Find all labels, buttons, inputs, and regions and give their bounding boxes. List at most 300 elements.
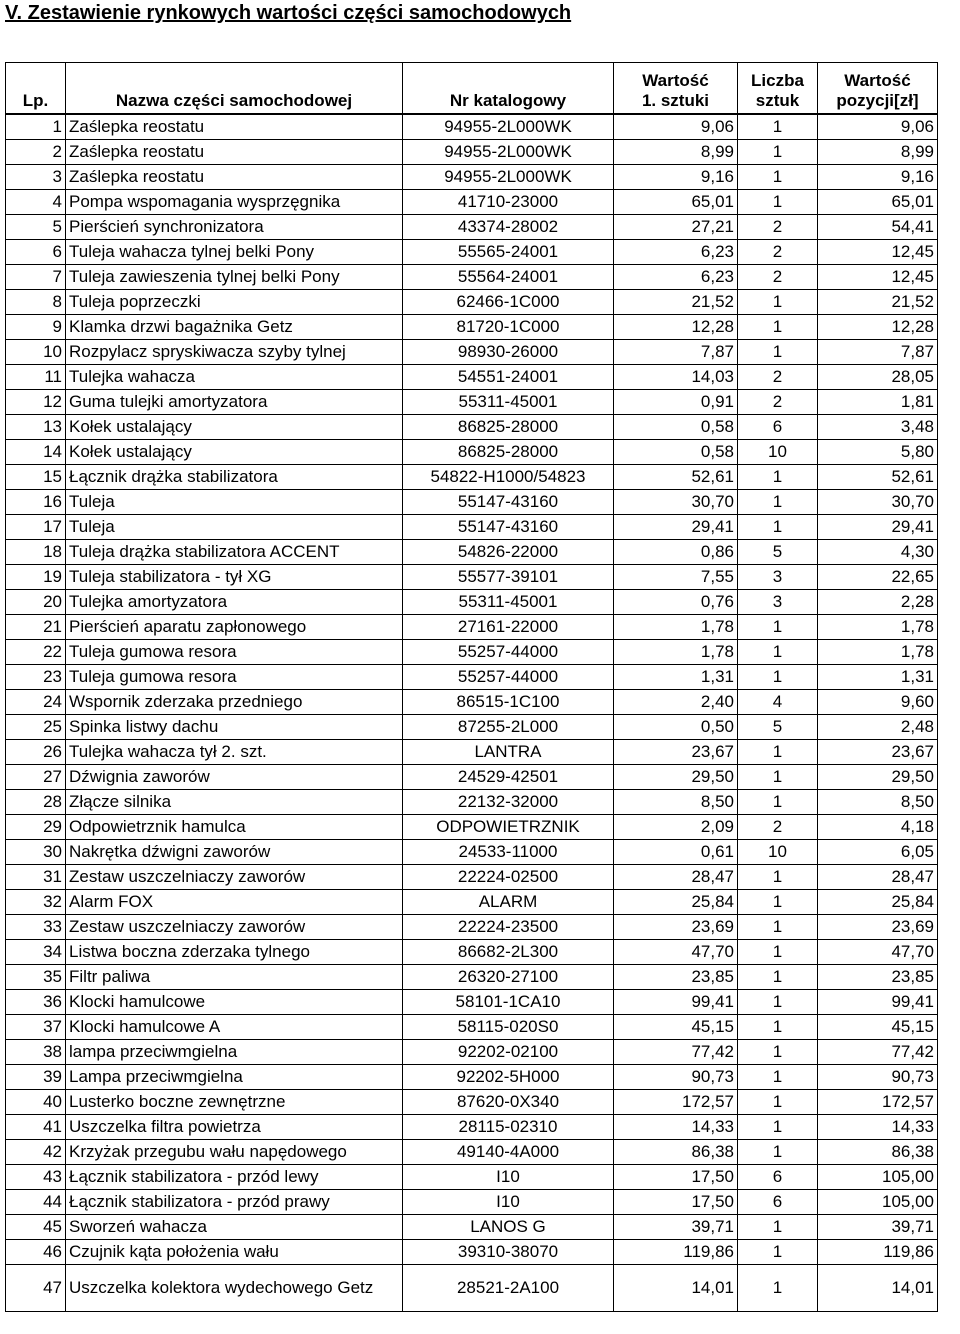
cell-part-name: Lusterko boczne zewnętrzne	[66, 1090, 403, 1115]
cell-catalog-number: 49140-4A000	[403, 1140, 614, 1165]
table-row	[6, 740, 938, 765]
cell-lp: 35	[6, 965, 66, 990]
cell-unit-value: 39,71	[614, 1215, 738, 1240]
cell-part-name: Tuleja	[66, 515, 403, 540]
table-row	[6, 790, 938, 815]
cell-lp: 3	[6, 165, 66, 190]
cell-quantity: 1	[738, 615, 818, 640]
cell-lp: 27	[6, 765, 66, 790]
table-row	[6, 615, 938, 640]
cell-position-value: 14,33	[818, 1115, 938, 1140]
cell-lp: 13	[6, 415, 66, 440]
cell-unit-value: 1,31	[614, 665, 738, 690]
table-row	[6, 1065, 938, 1090]
cell-lp: 47	[6, 1265, 66, 1312]
table-header	[6, 63, 938, 115]
cell-unit-value: 8,99	[614, 140, 738, 165]
table-row	[6, 1140, 938, 1165]
cell-catalog-number: 43374-28002	[403, 215, 614, 240]
cell-unit-value: 14,03	[614, 365, 738, 390]
cell-catalog-number: 55565-24001	[403, 240, 614, 265]
cell-unit-value: 1,78	[614, 615, 738, 640]
cell-position-value: 12,45	[818, 240, 938, 265]
cell-catalog-number: 58101-1CA10	[403, 990, 614, 1015]
cell-catalog-number: 24533-11000	[403, 840, 614, 865]
cell-part-name: Tulejka wahacza	[66, 365, 403, 390]
cell-lp: 10	[6, 340, 66, 365]
cell-position-value: 172,57	[818, 1090, 938, 1115]
cell-catalog-number: LANOS G	[403, 1215, 614, 1240]
cell-catalog-number: 55311-45001	[403, 590, 614, 615]
cell-position-value: 77,42	[818, 1040, 938, 1065]
cell-catalog-number: 86825-28000	[403, 415, 614, 440]
cell-quantity: 1	[738, 965, 818, 990]
cell-quantity: 1	[738, 865, 818, 890]
cell-lp: 15	[6, 465, 66, 490]
header-quantity: Liczba sztuk	[738, 63, 818, 115]
cell-part-name: Łącznik stabilizatora - przód lewy	[66, 1165, 403, 1190]
cell-unit-value: 0,58	[614, 415, 738, 440]
cell-position-value: 99,41	[818, 990, 938, 1015]
cell-quantity: 1	[738, 765, 818, 790]
cell-quantity: 6	[738, 1165, 818, 1190]
cell-quantity: 1	[738, 340, 818, 365]
cell-position-value: 47,70	[818, 940, 938, 965]
cell-catalog-number: 54822-H1000/54823	[403, 465, 614, 490]
cell-catalog-number: 87255-2L000	[403, 715, 614, 740]
cell-part-name: Dźwignia zaworów	[66, 765, 403, 790]
cell-unit-value: 29,41	[614, 515, 738, 540]
cell-catalog-number: 92202-5H000	[403, 1065, 614, 1090]
cell-part-name: Uszczelka kolektora wydechowego Getz	[66, 1265, 403, 1312]
cell-lp: 34	[6, 940, 66, 965]
cell-part-name: Listwa boczna zderzaka tylnego	[66, 940, 403, 965]
cell-unit-value: 119,86	[614, 1240, 738, 1265]
cell-position-value: 23,67	[818, 740, 938, 765]
cell-unit-value: 45,15	[614, 1015, 738, 1040]
cell-position-value: 9,60	[818, 690, 938, 715]
cell-catalog-number: 39310-38070	[403, 1240, 614, 1265]
cell-lp: 22	[6, 640, 66, 665]
cell-position-value: 39,71	[818, 1215, 938, 1240]
cell-catalog-number: 86515-1C100	[403, 690, 614, 715]
table-row	[6, 690, 938, 715]
cell-part-name: Złącze silnika	[66, 790, 403, 815]
table-row	[6, 165, 938, 190]
cell-position-value: 5,80	[818, 440, 938, 465]
cell-quantity: 1	[738, 1265, 818, 1312]
cell-position-value: 28,47	[818, 865, 938, 890]
cell-unit-value: 7,55	[614, 565, 738, 590]
cell-lp: 46	[6, 1240, 66, 1265]
cell-part-name: Zestaw uszczelniaczy zaworów	[66, 865, 403, 890]
cell-position-value: 45,15	[818, 1015, 938, 1040]
cell-catalog-number: 28115-02310	[403, 1115, 614, 1140]
table-row	[6, 1015, 938, 1040]
cell-part-name: Pierścień synchronizatora	[66, 215, 403, 240]
cell-lp: 11	[6, 365, 66, 390]
cell-catalog-number: 28521-2A100	[403, 1265, 614, 1312]
cell-catalog-number: 55257-44000	[403, 640, 614, 665]
cell-catalog-number: 94955-2L000WK	[403, 140, 614, 165]
cell-position-value: 8,99	[818, 140, 938, 165]
cell-part-name: Klamka drzwi bagażnika Getz	[66, 315, 403, 340]
cell-catalog-number: 27161-22000	[403, 615, 614, 640]
cell-unit-value: 7,87	[614, 340, 738, 365]
table-row	[6, 965, 938, 990]
cell-position-value: 1,81	[818, 390, 938, 415]
cell-position-value: 23,85	[818, 965, 938, 990]
cell-position-value: 2,48	[818, 715, 938, 740]
cell-lp: 40	[6, 1090, 66, 1115]
cell-quantity: 1	[738, 990, 818, 1015]
cell-part-name: Tuleja wahacza tylnej belki Pony	[66, 240, 403, 265]
cell-lp: 43	[6, 1165, 66, 1190]
cell-quantity: 3	[738, 565, 818, 590]
cell-quantity: 1	[738, 1090, 818, 1115]
cell-position-value: 7,87	[818, 340, 938, 365]
cell-part-name: Tuleja	[66, 490, 403, 515]
cell-quantity: 2	[738, 215, 818, 240]
cell-catalog-number: 22224-02500	[403, 865, 614, 890]
cell-unit-value: 0,50	[614, 715, 738, 740]
cell-quantity: 1	[738, 640, 818, 665]
cell-quantity: 1	[738, 740, 818, 765]
cell-position-value: 22,65	[818, 565, 938, 590]
table-row	[6, 1215, 938, 1240]
table-row	[6, 540, 938, 565]
cell-position-value: 2,28	[818, 590, 938, 615]
cell-position-value: 1,31	[818, 665, 938, 690]
cell-part-name: lampa przeciwmgielna	[66, 1040, 403, 1065]
cell-quantity: 5	[738, 540, 818, 565]
cell-position-value: 29,41	[818, 515, 938, 540]
cell-part-name: Tulejka wahacza tył 2. szt.	[66, 740, 403, 765]
cell-quantity: 1	[738, 1215, 818, 1240]
cell-catalog-number: 92202-02100	[403, 1040, 614, 1065]
cell-catalog-number: 41710-23000	[403, 190, 614, 215]
cell-unit-value: 9,06	[614, 114, 738, 140]
cell-unit-value: 2,09	[614, 815, 738, 840]
cell-quantity: 1	[738, 315, 818, 340]
cell-quantity: 1	[738, 165, 818, 190]
cell-part-name: Lampa przeciwmgielna	[66, 1065, 403, 1090]
cell-lp: 32	[6, 890, 66, 915]
cell-unit-value: 17,50	[614, 1165, 738, 1190]
cell-quantity: 1	[738, 665, 818, 690]
cell-unit-value: 1,78	[614, 640, 738, 665]
cell-unit-value: 30,70	[614, 490, 738, 515]
cell-quantity: 2	[738, 365, 818, 390]
table-row	[6, 815, 938, 840]
table-row	[6, 765, 938, 790]
table-row	[6, 465, 938, 490]
cell-catalog-number: 94955-2L000WK	[403, 165, 614, 190]
cell-unit-value: 23,69	[614, 915, 738, 940]
cell-catalog-number: 24529-42501	[403, 765, 614, 790]
table-row	[6, 990, 938, 1015]
cell-lp: 29	[6, 815, 66, 840]
cell-position-value: 65,01	[818, 190, 938, 215]
cell-part-name: Zaślepka reostatu	[66, 165, 403, 190]
cell-part-name: Tuleja gumowa resora	[66, 665, 403, 690]
table-row	[6, 865, 938, 890]
cell-quantity: 1	[738, 915, 818, 940]
cell-quantity: 6	[738, 1190, 818, 1215]
table-row	[6, 1190, 938, 1215]
cell-position-value: 12,28	[818, 315, 938, 340]
cell-part-name: Pompa wspomagania wysprzęgnika	[66, 190, 403, 215]
cell-position-value: 12,45	[818, 265, 938, 290]
cell-catalog-number: 62466-1C000	[403, 290, 614, 315]
cell-quantity: 1	[738, 490, 818, 515]
cell-quantity: 1	[738, 790, 818, 815]
cell-lp: 12	[6, 390, 66, 415]
table-row	[6, 365, 938, 390]
cell-catalog-number: 54826-22000	[403, 540, 614, 565]
cell-position-value: 105,00	[818, 1190, 938, 1215]
cell-catalog-number: 55311-45001	[403, 390, 614, 415]
cell-lp: 33	[6, 915, 66, 940]
cell-unit-value: 47,70	[614, 940, 738, 965]
table-row	[6, 1040, 938, 1065]
cell-catalog-number: 55564-24001	[403, 265, 614, 290]
cell-quantity: 1	[738, 940, 818, 965]
table-row	[6, 590, 938, 615]
cell-unit-value: 0,61	[614, 840, 738, 865]
cell-quantity: 1	[738, 114, 818, 140]
cell-position-value: 25,84	[818, 890, 938, 915]
cell-catalog-number: 81720-1C000	[403, 315, 614, 340]
cell-quantity: 1	[738, 1065, 818, 1090]
cell-position-value: 86,38	[818, 1140, 938, 1165]
table-row	[6, 490, 938, 515]
cell-lp: 1	[6, 114, 66, 140]
cell-unit-value: 86,38	[614, 1140, 738, 1165]
cell-lp: 24	[6, 690, 66, 715]
cell-quantity: 1	[738, 1115, 818, 1140]
cell-part-name: Wspornik zderzaka przedniego	[66, 690, 403, 715]
cell-quantity: 4	[738, 690, 818, 715]
cell-catalog-number: 98930-26000	[403, 340, 614, 365]
cell-lp: 14	[6, 440, 66, 465]
cell-position-value: 90,73	[818, 1065, 938, 1090]
cell-quantity: 2	[738, 265, 818, 290]
cell-position-value: 105,00	[818, 1165, 938, 1190]
cell-part-name: Zaślepka reostatu	[66, 140, 403, 165]
cell-position-value: 9,06	[818, 114, 938, 140]
cell-part-name: Guma tulejki amortyzatora	[66, 390, 403, 415]
cell-lp: 20	[6, 590, 66, 615]
cell-quantity: 2	[738, 815, 818, 840]
table-row	[6, 1240, 938, 1265]
table-row	[6, 415, 938, 440]
header-unit-value: Wartość 1. sztuki	[614, 63, 738, 115]
cell-unit-value: 29,50	[614, 765, 738, 790]
cell-lp: 25	[6, 715, 66, 740]
document-title: V. Zestawienie rynkowych wartości części samochodowych	[5, 2, 572, 24]
table-row	[6, 915, 938, 940]
cell-quantity: 2	[738, 240, 818, 265]
cell-catalog-number: I10	[403, 1190, 614, 1215]
cell-lp: 42	[6, 1140, 66, 1165]
header-row	[6, 63, 938, 115]
cell-quantity: 1	[738, 515, 818, 540]
cell-part-name: Alarm FOX	[66, 890, 403, 915]
cell-unit-value: 14,01	[614, 1265, 738, 1312]
header-catalog-number: Nr katalogowy	[403, 63, 614, 115]
cell-position-value: 6,05	[818, 840, 938, 865]
table-row	[6, 240, 938, 265]
cell-quantity: 2	[738, 390, 818, 415]
table-row	[6, 215, 938, 240]
cell-catalog-number: 55577-39101	[403, 565, 614, 590]
table-row	[6, 390, 938, 415]
cell-lp: 39	[6, 1065, 66, 1090]
cell-position-value: 52,61	[818, 465, 938, 490]
cell-part-name: Zaślepka reostatu	[66, 114, 403, 140]
cell-part-name: Tulejka amortyzatora	[66, 590, 403, 615]
cell-lp: 37	[6, 1015, 66, 1040]
cell-position-value: 8,50	[818, 790, 938, 815]
cell-catalog-number: I10	[403, 1165, 614, 1190]
cell-part-name: Filtr paliwa	[66, 965, 403, 990]
cell-catalog-number: 22224-23500	[403, 915, 614, 940]
cell-unit-value: 52,61	[614, 465, 738, 490]
cell-unit-value: 9,16	[614, 165, 738, 190]
table-row	[6, 1265, 938, 1312]
cell-lp: 23	[6, 665, 66, 690]
cell-position-value: 119,86	[818, 1240, 938, 1265]
cell-unit-value: 90,73	[614, 1065, 738, 1090]
cell-lp: 21	[6, 615, 66, 640]
cell-unit-value: 12,28	[614, 315, 738, 340]
cell-part-name: Łącznik stabilizatora - przód prawy	[66, 1190, 403, 1215]
cell-part-name: Czujnik kąta położenia wału	[66, 1240, 403, 1265]
table-row	[6, 940, 938, 965]
cell-position-value: 14,01	[818, 1265, 938, 1312]
cell-unit-value: 23,67	[614, 740, 738, 765]
cell-lp: 4	[6, 190, 66, 215]
parts-table	[5, 62, 938, 1312]
cell-unit-value: 0,58	[614, 440, 738, 465]
cell-lp: 36	[6, 990, 66, 1015]
cell-unit-value: 25,84	[614, 890, 738, 915]
header-position-value: Wartość pozycji[zł]	[818, 63, 938, 115]
table-row	[6, 190, 938, 215]
cell-catalog-number: 94955-2L000WK	[403, 114, 614, 140]
cell-unit-value: 0,76	[614, 590, 738, 615]
cell-part-name: Klocki hamulcowe A	[66, 1015, 403, 1040]
cell-unit-value: 28,47	[614, 865, 738, 890]
cell-lp: 7	[6, 265, 66, 290]
cell-unit-value: 2,40	[614, 690, 738, 715]
cell-catalog-number: 55147-43160	[403, 490, 614, 515]
cell-unit-value: 14,33	[614, 1115, 738, 1140]
cell-quantity: 1	[738, 1140, 818, 1165]
cell-lp: 26	[6, 740, 66, 765]
cell-lp: 38	[6, 1040, 66, 1065]
cell-lp: 18	[6, 540, 66, 565]
table-row	[6, 715, 938, 740]
cell-position-value: 28,05	[818, 365, 938, 390]
cell-unit-value: 172,57	[614, 1090, 738, 1115]
cell-part-name: Tuleja stabilizatora - tył XG	[66, 565, 403, 590]
header-lp: Lp.	[6, 63, 66, 115]
cell-unit-value: 0,91	[614, 390, 738, 415]
cell-quantity: 1	[738, 140, 818, 165]
cell-part-name: Tuleja drążka stabilizatora ACCENT	[66, 540, 403, 565]
cell-position-value: 21,52	[818, 290, 938, 315]
cell-unit-value: 6,23	[614, 240, 738, 265]
cell-catalog-number: 58115-020S0	[403, 1015, 614, 1040]
cell-quantity: 5	[738, 715, 818, 740]
header-part-name: Nazwa części samochodowej	[66, 63, 403, 115]
table-row	[6, 840, 938, 865]
cell-part-name: Pierścień aparatu zapłonowego	[66, 615, 403, 640]
cell-part-name: Rozpylacz spryskiwacza szyby tylnej	[66, 340, 403, 365]
cell-part-name: Tuleja poprzeczki	[66, 290, 403, 315]
table-row	[6, 290, 938, 315]
cell-position-value: 3,48	[818, 415, 938, 440]
cell-unit-value: 6,23	[614, 265, 738, 290]
cell-part-name: Nakrętka dźwigni zaworów	[66, 840, 403, 865]
cell-quantity: 10	[738, 440, 818, 465]
cell-quantity: 1	[738, 290, 818, 315]
table-row	[6, 1165, 938, 1190]
cell-catalog-number: 86682-2L300	[403, 940, 614, 965]
cell-lp: 8	[6, 290, 66, 315]
table-row	[6, 114, 938, 140]
table-row	[6, 1115, 938, 1140]
cell-lp: 17	[6, 515, 66, 540]
cell-part-name: Tuleja zawieszenia tylnej belki Pony	[66, 265, 403, 290]
cell-lp: 5	[6, 215, 66, 240]
cell-catalog-number: ALARM	[403, 890, 614, 915]
cell-position-value: 1,78	[818, 640, 938, 665]
cell-unit-value: 17,50	[614, 1190, 738, 1215]
cell-position-value: 1,78	[818, 615, 938, 640]
cell-part-name: Sworzeń wahacza	[66, 1215, 403, 1240]
cell-quantity: 10	[738, 840, 818, 865]
cell-position-value: 4,30	[818, 540, 938, 565]
cell-catalog-number: LANTRA	[403, 740, 614, 765]
cell-catalog-number: 26320-27100	[403, 965, 614, 990]
table-row	[6, 265, 938, 290]
cell-lp: 2	[6, 140, 66, 165]
cell-unit-value: 77,42	[614, 1040, 738, 1065]
cell-position-value: 9,16	[818, 165, 938, 190]
cell-lp: 30	[6, 840, 66, 865]
cell-position-value: 4,18	[818, 815, 938, 840]
cell-lp: 31	[6, 865, 66, 890]
table-row	[6, 315, 938, 340]
cell-unit-value: 23,85	[614, 965, 738, 990]
table-row	[6, 665, 938, 690]
cell-catalog-number: 86825-28000	[403, 440, 614, 465]
cell-lp: 41	[6, 1115, 66, 1140]
table-row	[6, 515, 938, 540]
table-row	[6, 640, 938, 665]
cell-unit-value: 8,50	[614, 790, 738, 815]
cell-unit-value: 65,01	[614, 190, 738, 215]
cell-part-name: Klocki hamulcowe	[66, 990, 403, 1015]
table-row	[6, 1090, 938, 1115]
cell-position-value: 30,70	[818, 490, 938, 515]
table-row	[6, 340, 938, 365]
cell-catalog-number: 87620-0X340	[403, 1090, 614, 1115]
cell-part-name: Zestaw uszczelniaczy zaworów	[66, 915, 403, 940]
